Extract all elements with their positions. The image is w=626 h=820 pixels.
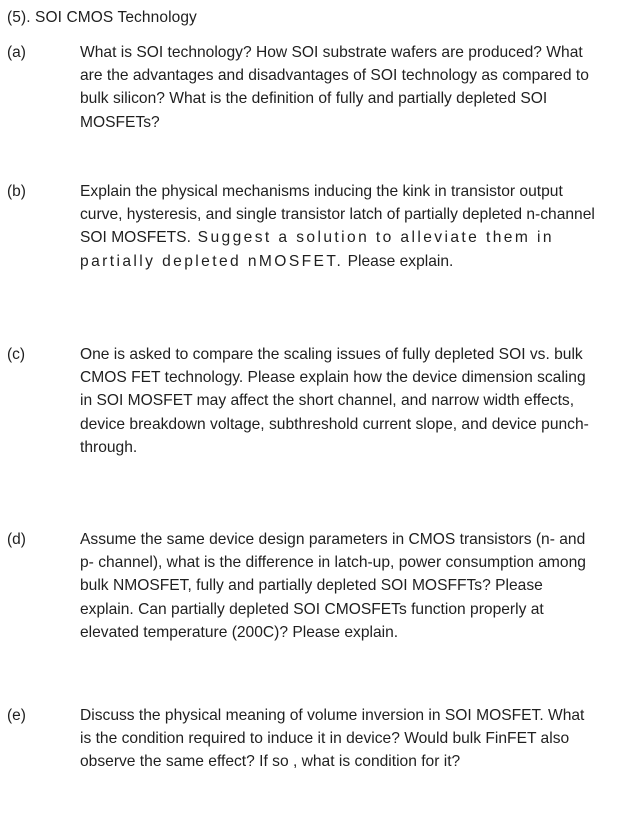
question-text: Discuss the physical meaning of volume inversion in SOI MOSFET. What is the condition required to induce it in device? Would bulk FinFET also observe the same effect? If so , what is condition for it? [80,707,585,771]
question-text-spaced: Suggest a solution to alleviate them in partially depleted nMOSFET. [80,229,554,270]
question-text: What is SOI technology? How SOI substrate wafers are produced? What are the advantages and disadvantages of SOI technology as compared to bulk silicon? What is the definition of fully and partially depleted SOI MOSFETs? [80,44,589,131]
question-label: (e) [7,707,26,724]
question-label: (d) [7,531,26,548]
question-text: One is asked to compare the scaling issues of fully depleted SOI vs. bulk CMOS FET technology. Please explain how the device dimension scaling in SOI MOSFET may affect the short channel, and narrow width effects, device breakdown voltage, subthreshold current slope, and device punch-through. [80,346,589,456]
question-text-main: Explain the physical mechanisms inducing the kink in transistor output curve, hysteresis, and single transistor latch of partially depleted n-channel SOI MOSFETS. [80,183,595,247]
question-text [80,180,595,273]
question-label: (c) [7,346,26,363]
section-heading: (5). SOI CMOS Technology [7,9,197,26]
question-text: Assume the same device design parameters in CMOS transistors (n- and p- channel), what is the difference in latch-up, power consumption among bulk NMOSFET, fully and partially depleted SOI MOSFFTs? Please explain. Can partially depleted SOI CMOSFETs function properly at elevated temperature (200C)? Please explain. [80,531,586,641]
question-label: (b) [7,183,26,200]
question-label: (a) [7,44,26,61]
question-text-end: Please explain. [343,252,454,270]
